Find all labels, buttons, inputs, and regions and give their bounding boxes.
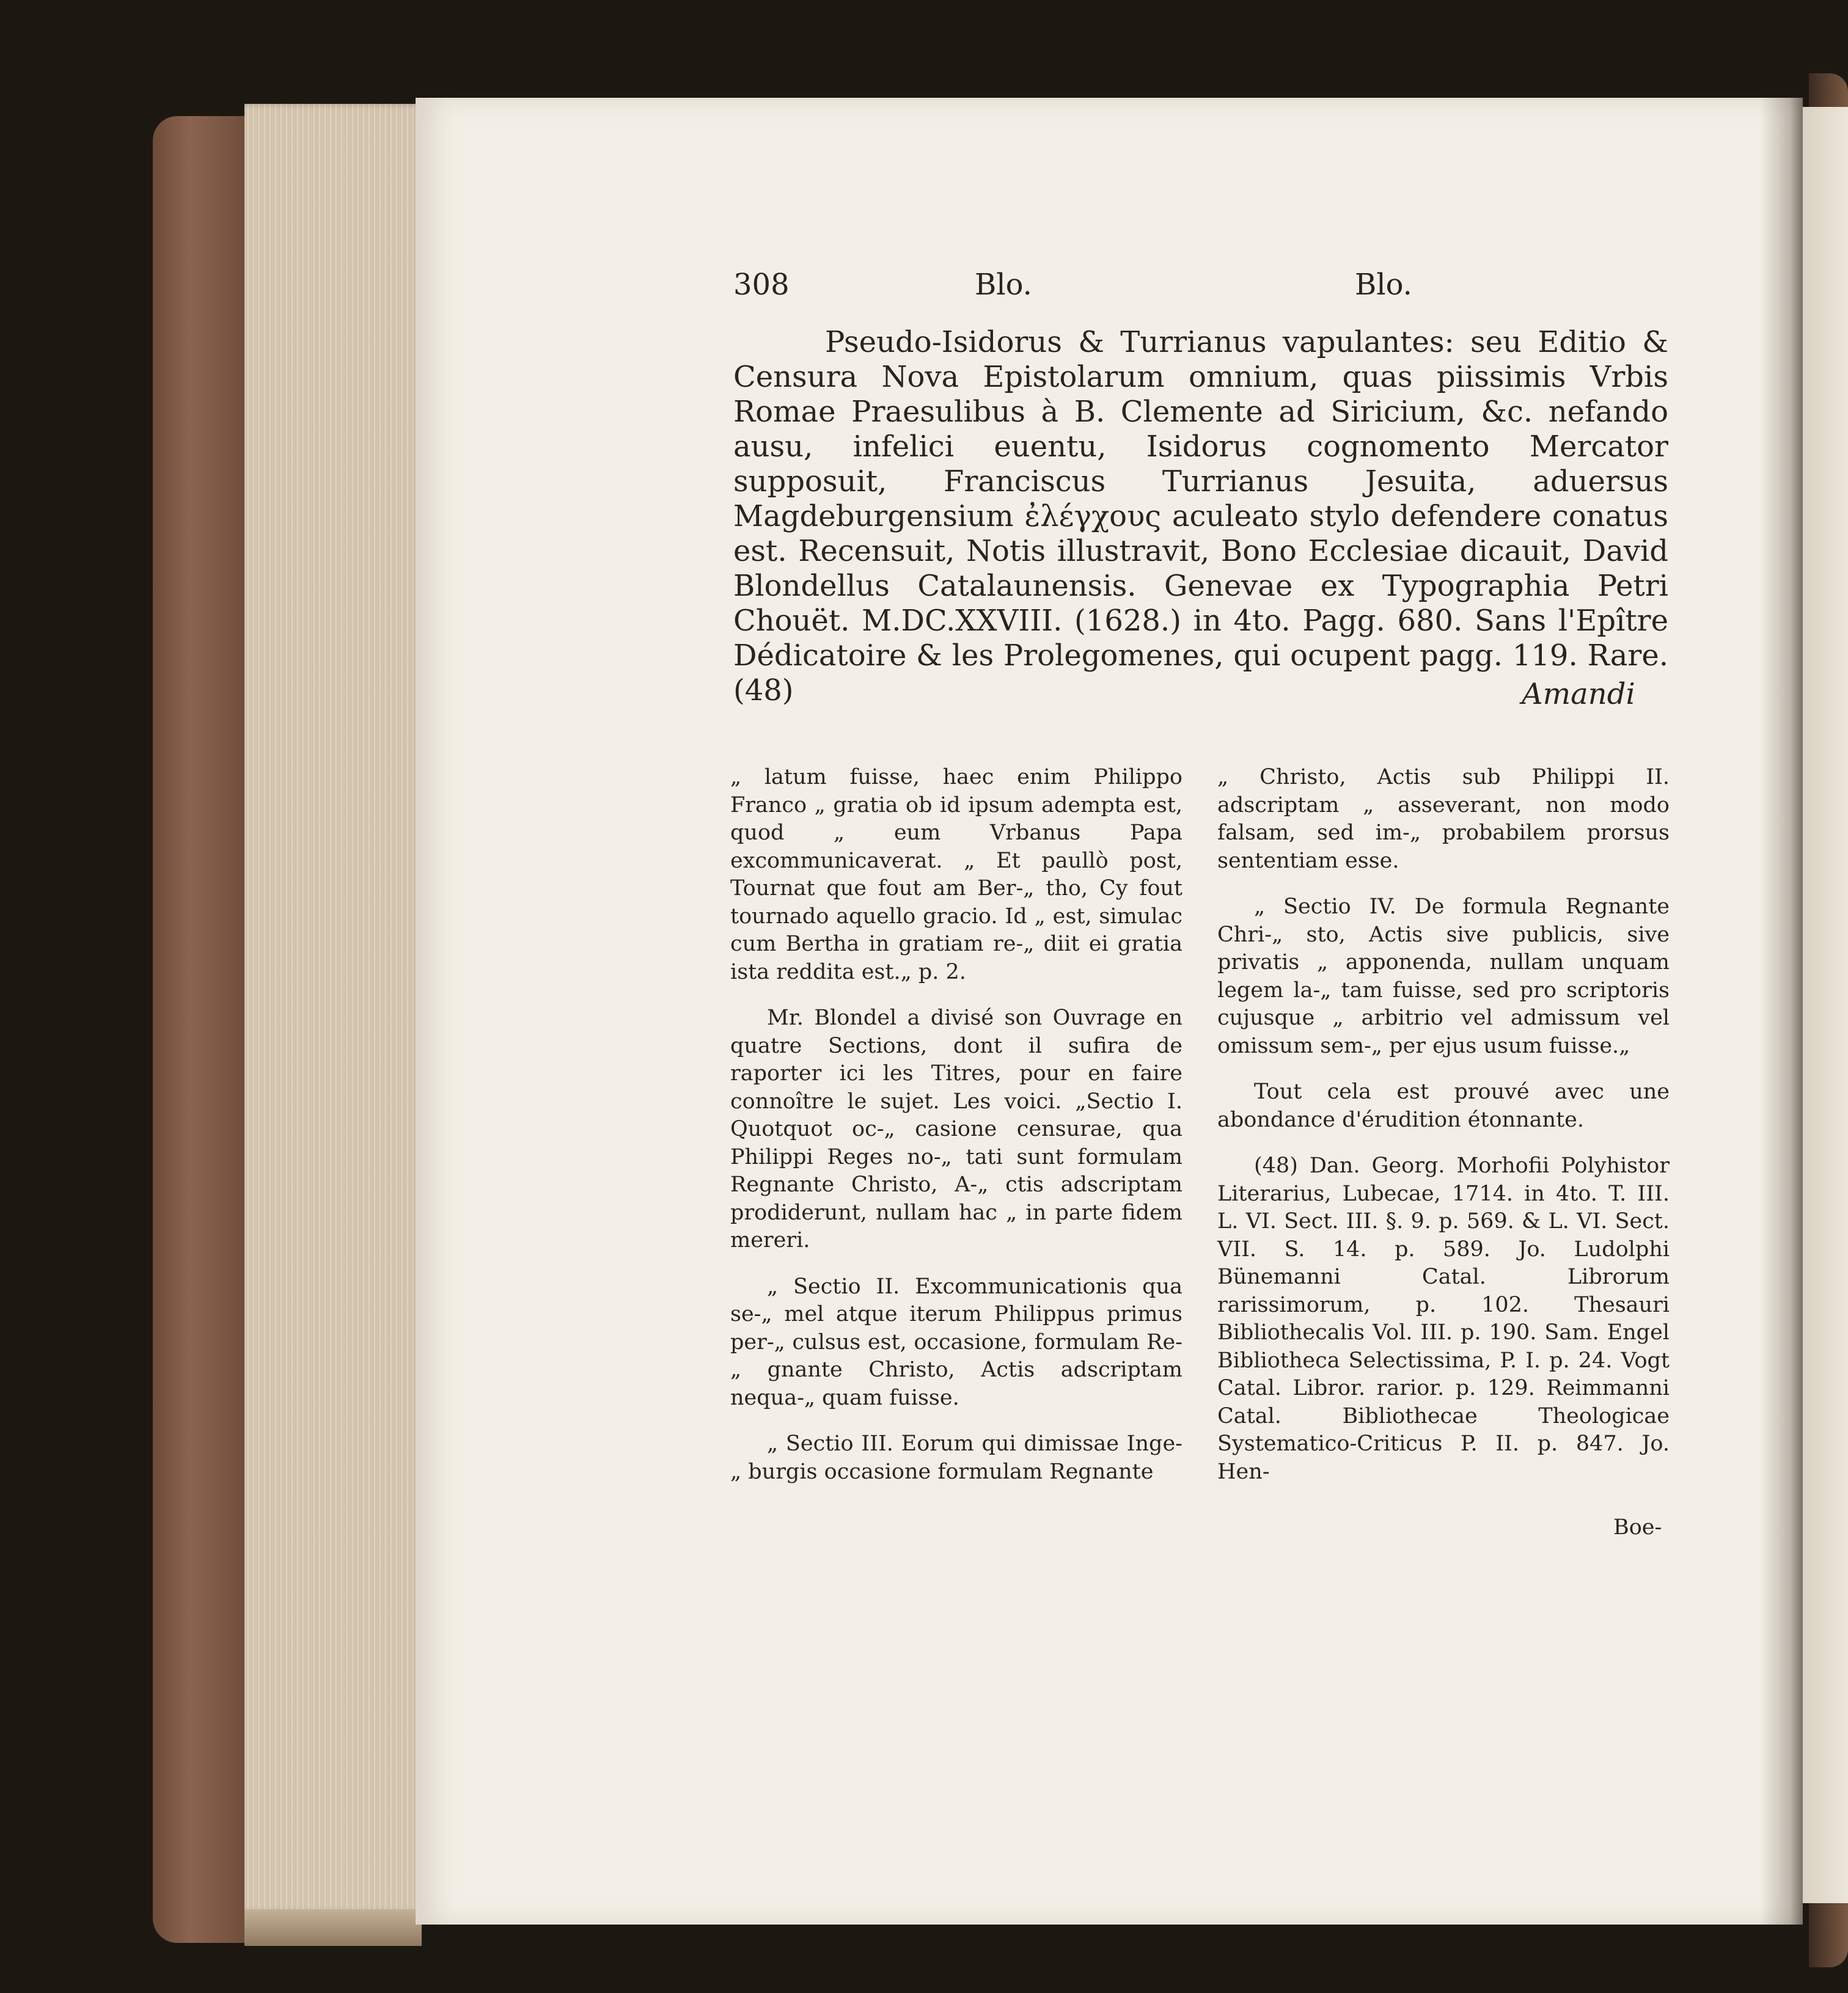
- bibliographic-entry: [733, 325, 1668, 708]
- column-paragraph: „ latum fuisse, haec enim Philippo Franco „ gratia ob id ipsum adempta est, quod „ eum Vrbanus Papa excommunicaverat. „ Et paullò post, Tournat que fout am Ber-„ tho, Cy fout tournado aquello gracio. Id „ est, simulac cum Bertha in gratiam re-„ diit ei gratia ista reddita est.„ p. 2.: [730, 765, 1182, 984]
- column-paragraph: Mr. Blondel a divisé son Ouvrage en quatre Sections, dont il sufira de raporter ici les Titres, pour en faire connoître le sujet. Les voici. „Sectio I. Quotquot oc-„ casione censurae, qua Philippi Reges no-„ tati sunt formulam Regnante Christo, A-„ ctis adscriptam prodiderunt, nullam hac „ in parte fidem mereri.: [730, 1006, 1182, 1252]
- catchword: Amandi: [1522, 677, 1635, 711]
- left-column: [730, 764, 1182, 1504]
- running-header: [733, 268, 1674, 316]
- signature-mark: Boe-: [1613, 1515, 1662, 1540]
- page-block-edges: [244, 104, 422, 1912]
- right-column: [1217, 764, 1670, 1504]
- book-gutter: [1760, 98, 1803, 1925]
- entry-text: Pseudo-Isidorus & Turrianus vapulantes: seu Editio & Censura Nova Epistolarum omnium, quas piissimis Vrbis Romae Praesulibus à B. Clemente ad Siricium, &c. nefando ausu, infelici euentu, Isidorus cognomento Mercator supposuit, Franciscus Turrianus Jesuita, aduersus Magdeburgensium ἐλέγχους aculeato stylo defendere conatus est. Recensuit, Notis illustravit, Bono Ecclesiae dicauit, David Blondellus Catalaunensis. Genevae ex Typographia Petri Chouët. M.DC.XXVIII. (1628.) in 4to. Pagg. 680. Sans l'Epître Dédicatoire & les Prolegomenes, qui ocupent pagg. 119. Rare. (48): [733, 325, 1668, 708]
- page-number: 308: [733, 268, 790, 302]
- running-head-left: Blo.: [975, 268, 1032, 302]
- page-block-bottom: [244, 1909, 422, 1946]
- column-paragraph: „ Sectio IV. De formula Regnante Chri-„ sto, Actis sive publicis, sive privatis „ apponenda, nullam unquam legem la-„ tam fuisse, sed pro scriptoris cujusque „ arbitrio vel admissum vel omissum sem-„ per ejus usum fuisse.„: [1217, 894, 1670, 1058]
- running-head-right: Blo.: [1355, 268, 1412, 302]
- footnote: (48) Dan. Georg. Morhofii Polyhistor Literarius, Lubecae, 1714. in 4to. T. III. L. VI. Sect. III. §. 9. p. 569. & L. VI. Sect. VII. S. 14. p. 589. Jo. Ludolphi Bünemanni Catal. Librorum rarissimorum, p. 102. Thesauri Bibliothecalis Vol. III. p. 190. Sam. Engel Bibliotheca Selectissima, P. I. p. 24. Vogt Catal. Libror. rarior. p. 129. Reimmanni Catal. Bibliothecae Theologicae Systematico-Criticus P. II. p. 847. Jo. Hen-: [1217, 1154, 1670, 1484]
- column-paragraph: „ Christo, Actis sub Philippi II. adscriptam „ asseverant, non modo falsam, sed im-„ probabilem prorsus sententiam esse.: [1217, 765, 1670, 873]
- column-paragraph: „ Sectio III. Eorum qui dimissae Inge-„ burgis occasione formulam Regnante: [730, 1432, 1182, 1484]
- column-paragraph: „ Sectio II. Excommunicationis qua se-„ mel atque iterum Philippus primus per-„ culsus est, occasione, formulam Re-„ gnante Christo, Actis adscriptam nequa-„ quam fuisse.: [730, 1274, 1182, 1410]
- column-paragraph: Tout cela est prouvé avec une abondance d'érudition étonnante.: [1217, 1080, 1670, 1132]
